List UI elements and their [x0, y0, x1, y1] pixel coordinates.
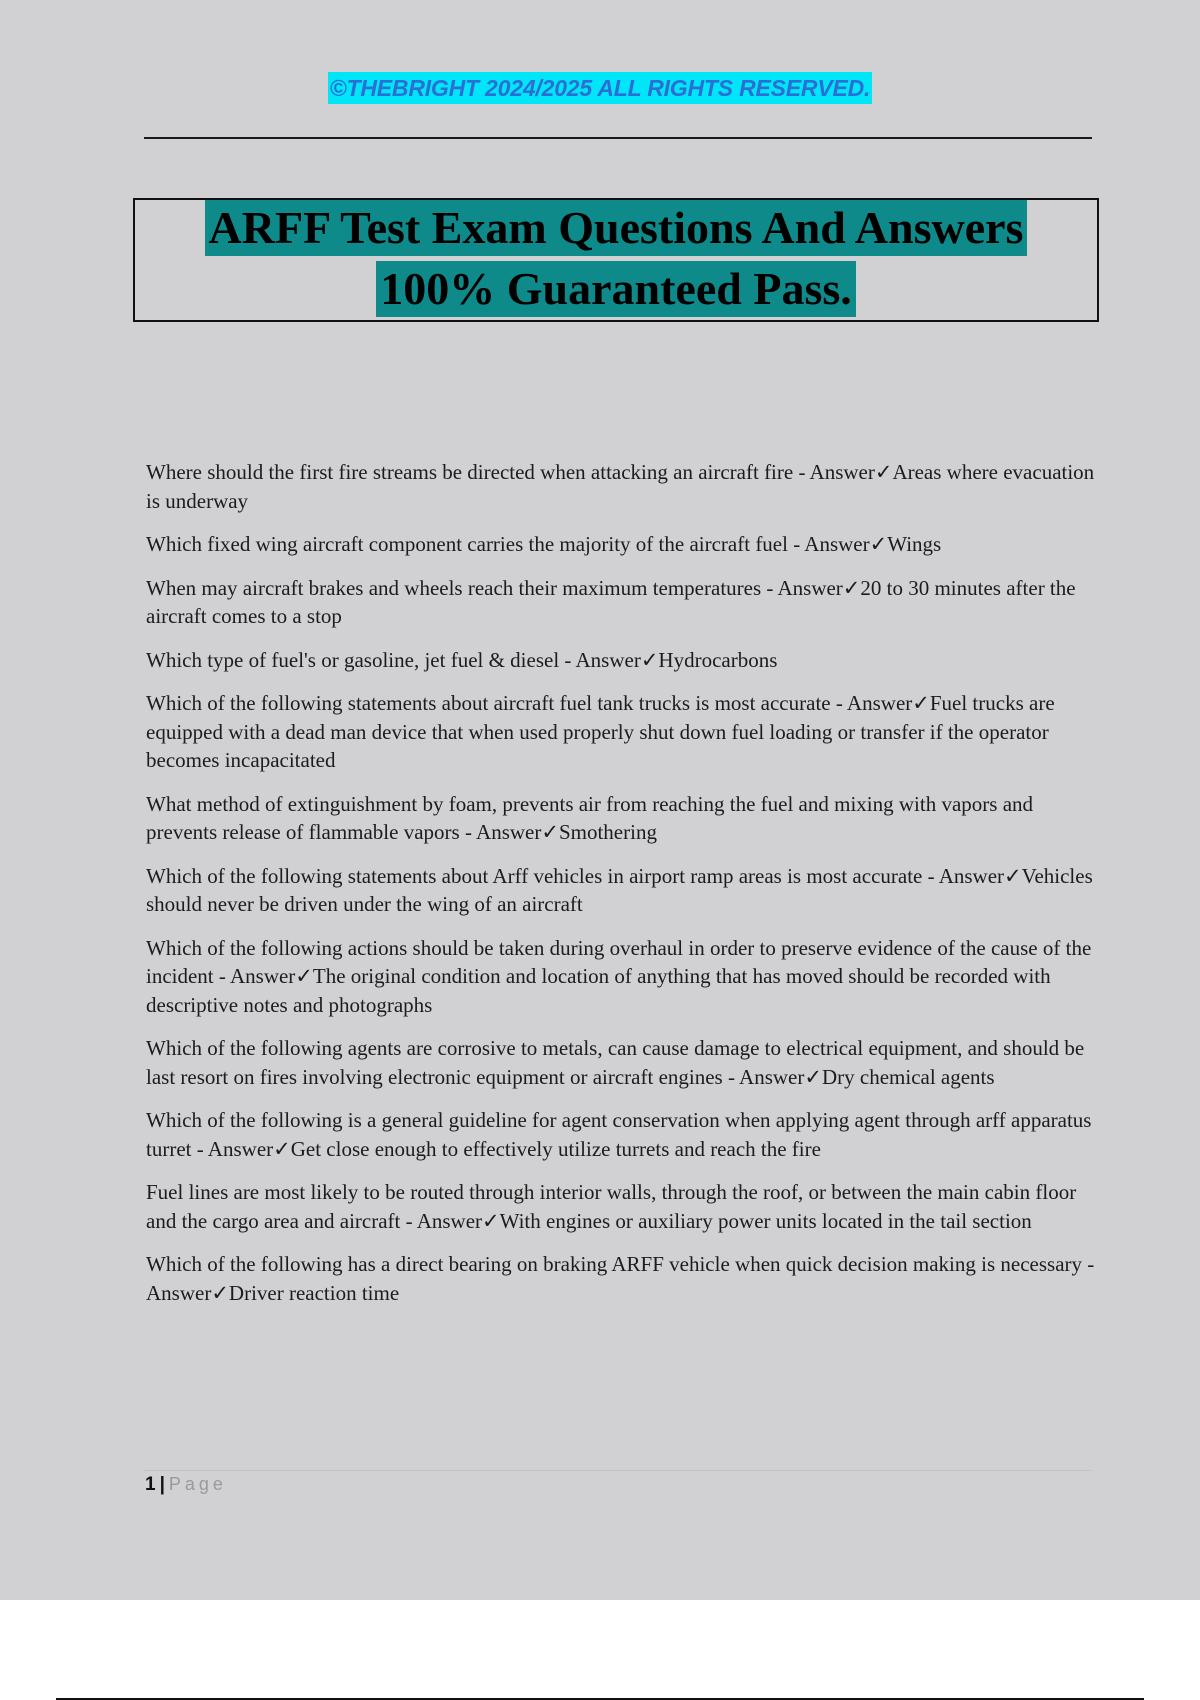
qa-item: What method of extinguishment by foam, prevents air from reaching the fuel and mixing with vapors and prevents release of flammable vapors - Answer✓Smothering [146, 791, 1034, 844]
header-divider [144, 137, 1092, 139]
qa-item: Which fixed wing aircraft component carries the majority of the aircraft fuel - Answer✓Wings [146, 532, 942, 556]
footer-divider [144, 1470, 1092, 1471]
title-line-1: ARFF Test Exam Questions And Answers [205, 200, 1028, 256]
qa-list [146, 458, 1096, 1322]
qa-item: When may aircraft brakes and wheels reach their maximum temperatures - Answer✓20 to 30 minutes after the aircraft comes to a stop [146, 575, 1076, 628]
qa-item: Which of the following statements about aircraft fuel tank trucks is most accurate - Answer✓Fuel trucks are equipped with a dead man device that when used properly shut down fuel loading or transfer if the operator becomes incapacitated [146, 691, 1055, 772]
page-number-value: 1 [145, 1474, 156, 1495]
page-number-separator: | [159, 1474, 165, 1495]
copyright-header [0, 72, 1200, 104]
page-label: Page [168, 1474, 227, 1494]
qa-item: Which of the following has a direct bearing on braking ARFF vehicle when quick decision making is necessary - Answer✓Driver reaction time [146, 1252, 1095, 1305]
qa-item: Where should the first fire streams be directed when attacking an aircraft fire - Answer✓Areas where evacuation is underway [146, 460, 1095, 513]
qa-item: Which of the following statements about Arff vehicles in airport ramp areas is most accurate - Answer✓Vehicles should never be driven under the wing of an aircraft [146, 863, 1093, 916]
copyright-text: ©THEBRIGHT 2024/2025 ALL RIGHTS RESERVED. [328, 72, 872, 104]
qa-item: Fuel lines are most likely to be routed through interior walls, through the roof, or between the main cabin floor and the cargo area and aircraft - Answer✓With engines or auxiliary power units located in the tail section [146, 1180, 1077, 1233]
qa-item: Which type of fuel's or gasoline, jet fuel & diesel - Answer✓Hydrocarbons [146, 647, 778, 672]
title-line-2: 100% Guaranteed Pass. [376, 261, 856, 317]
page-number [145, 1474, 227, 1496]
qa-item: Which of the following agents are corrosive to metals, can cause damage to electrical equipment, and should be last resort on fires involving electronic equipment or aircraft engines - Answer✓Dry chemical agents [146, 1036, 1085, 1089]
qa-item: Which of the following is a general guideline for agent conservation when applying agent through arff apparatus turret - Answer✓Get close enough to effectively utilize turrets and reach the fire [146, 1108, 1092, 1161]
qa-item: Which of the following actions should be taken during overhaul in order to preserve evidence of the cause of the incident - Answer✓The original condition and location of anything that has moved should be recorded with descriptive notes and photographs [146, 935, 1092, 1017]
title-box [133, 198, 1099, 322]
